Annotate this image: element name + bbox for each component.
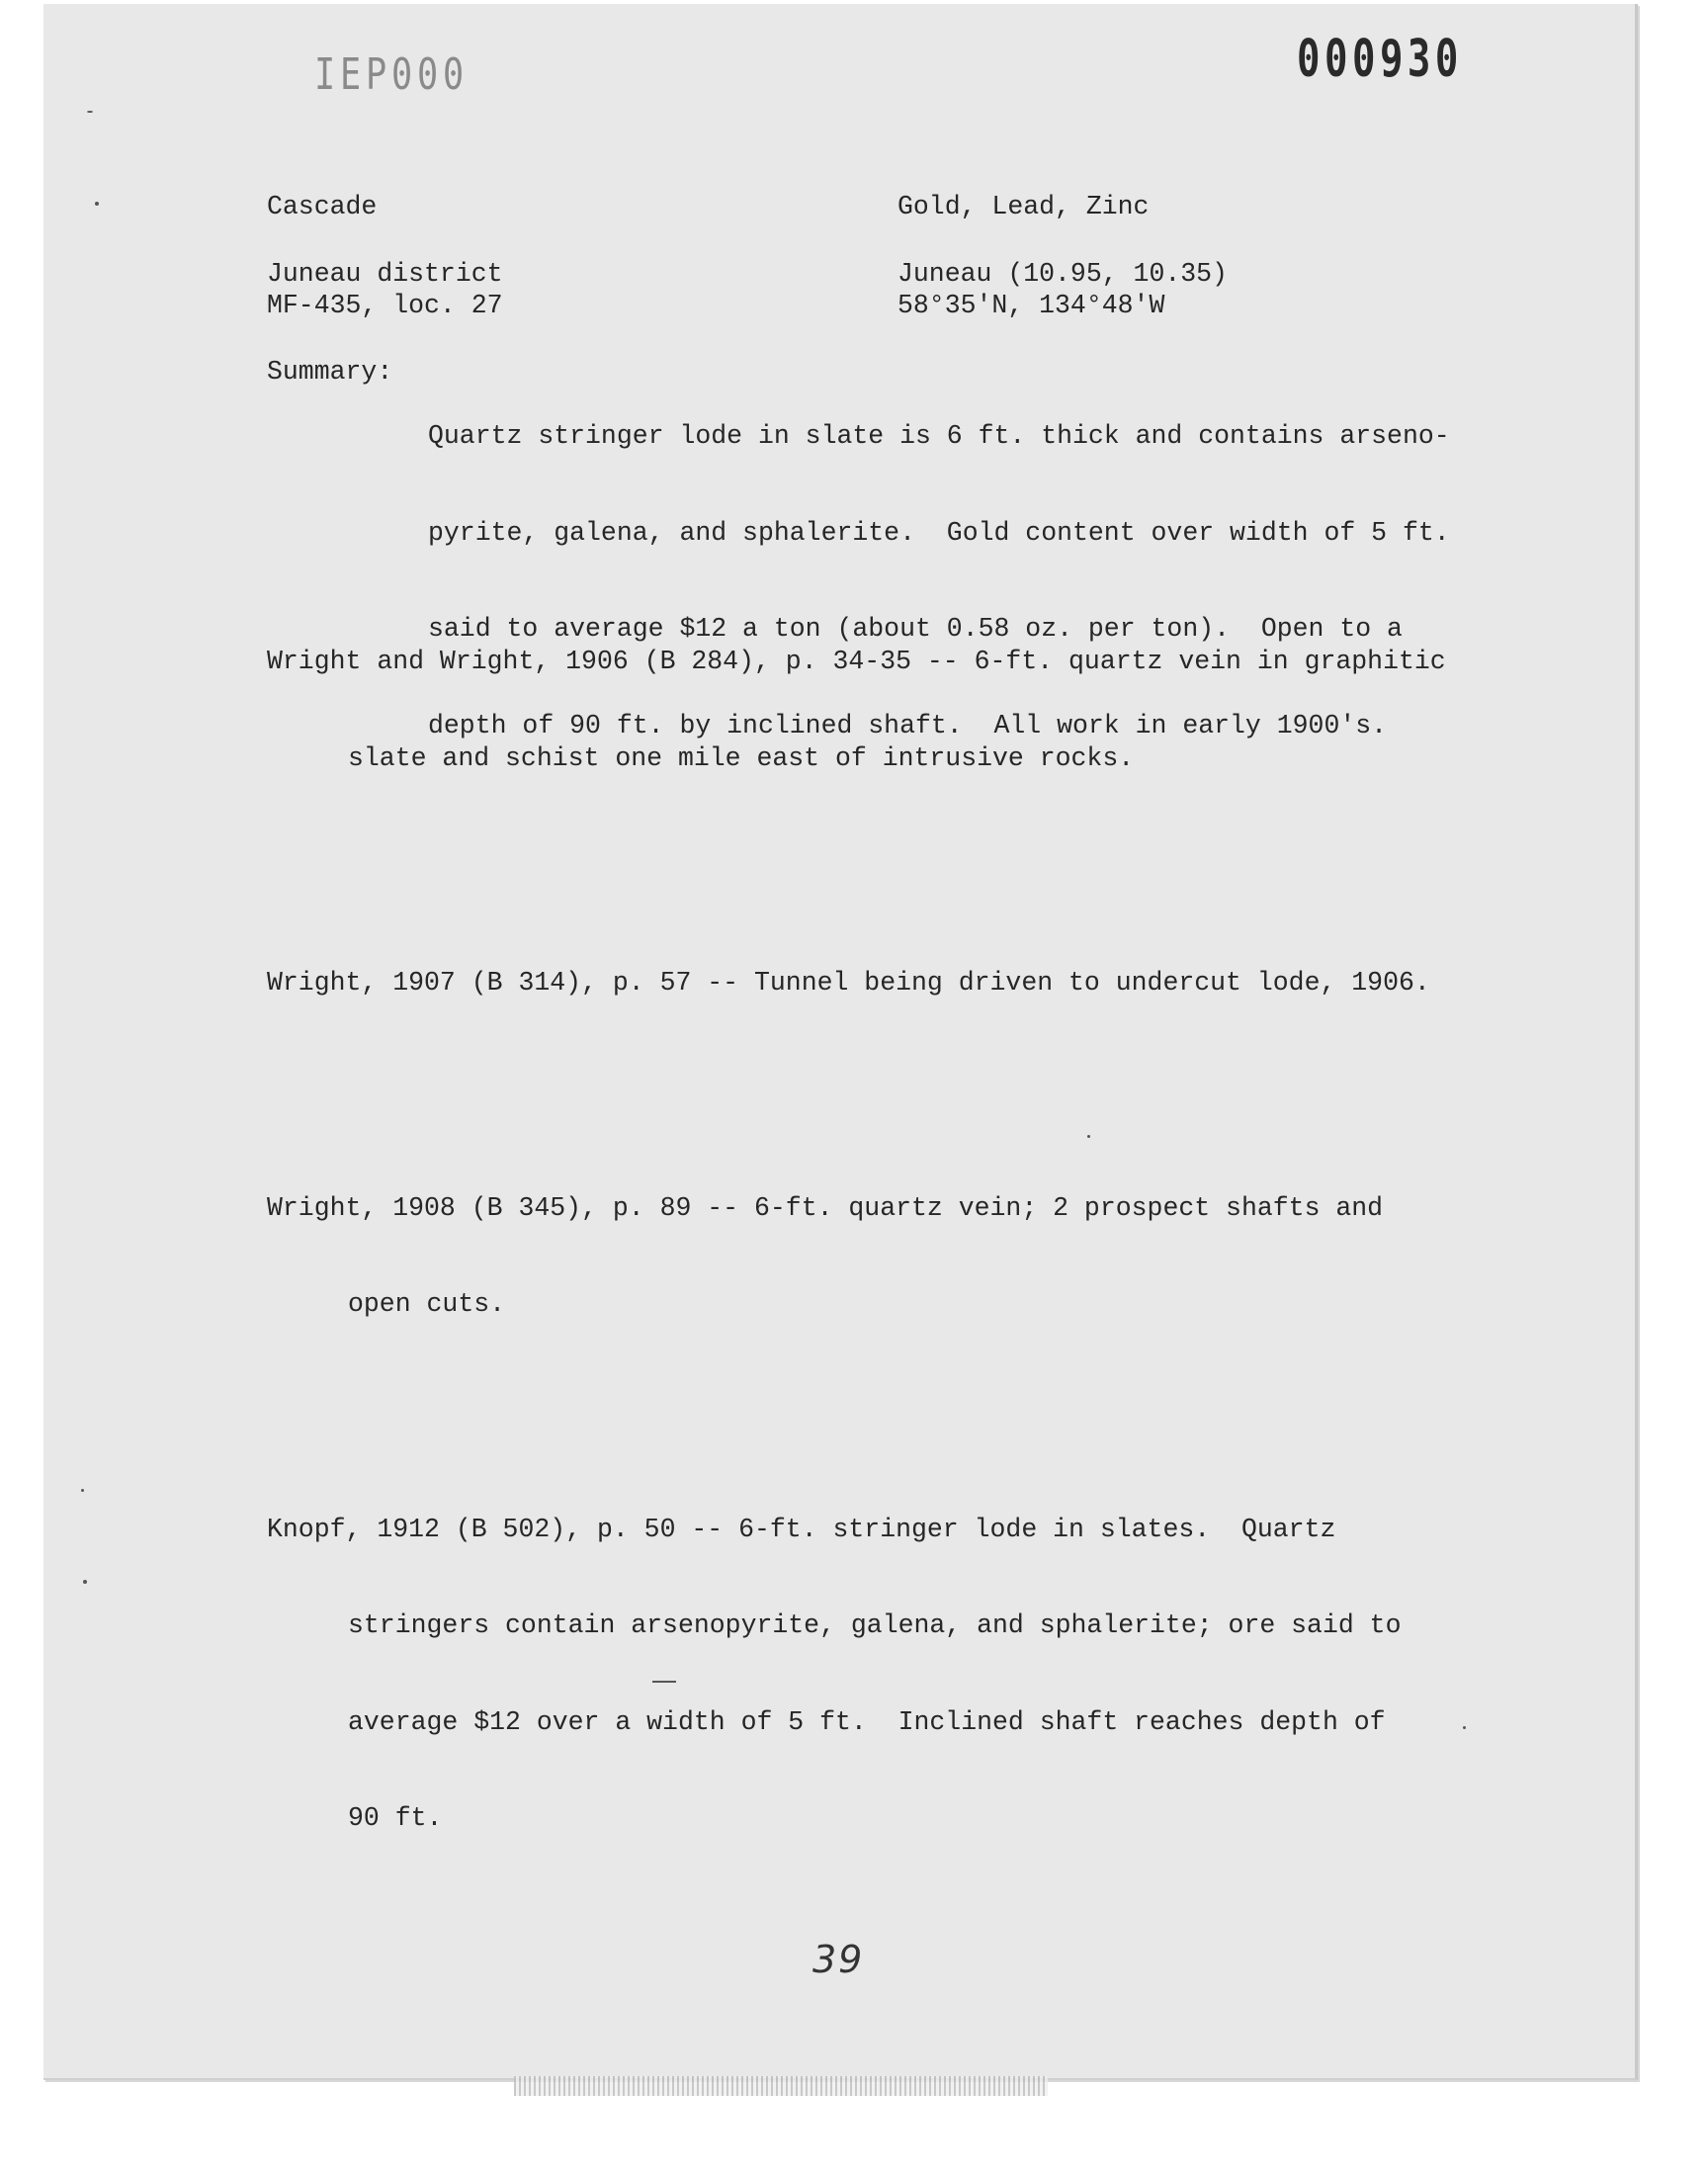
scan-artifact-bar — [514, 2076, 1048, 2096]
summary-line: pyrite, galena, and sphalerite. Gold content over width of 5 ft. — [428, 517, 1450, 548]
reference-continuation: open cuts. — [348, 1289, 506, 1319]
scan-speck — [83, 1580, 87, 1584]
commodities: Gold, Lead, Zinc — [897, 192, 1150, 221]
stamp-right: 000930 — [1297, 30, 1463, 89]
district: Juneau district — [267, 259, 503, 289]
reference-entry — [267, 903, 1446, 1064]
scan-speck — [87, 111, 93, 113]
scan-mark — [652, 1681, 676, 1683]
reference-entry — [267, 1449, 1446, 1899]
summary-label: Summary: — [267, 357, 393, 387]
scan-speck — [81, 1489, 84, 1492]
page-number: 39 — [812, 1938, 865, 1981]
reference-continuation: slate and schist one mile east of intrusive rocks. — [348, 742, 1135, 773]
stamp-left: IEP000 — [314, 49, 469, 100]
summary-line: Quartz stringer lode in slate is 6 ft. thick and contains arseno- — [428, 421, 1450, 451]
summary-line: said to average $12 a ton (about 0.58 oz. per ton). Open to a — [428, 614, 1403, 644]
reference-continuation: 90 ft. — [348, 1803, 443, 1833]
reference-entry — [267, 1128, 1446, 1385]
reference-line: Knopf, 1912 (B 502), p. 50 -- 6-ft. stringer lode in slates. Quartz — [267, 1514, 1336, 1544]
coordinates: 58°35'N, 134°48'W — [897, 291, 1165, 320]
quadrangle: Juneau (10.95, 10.35) — [897, 259, 1228, 289]
reference-line: Wright, 1908 (B 345), p. 89 -- 6-ft. quartz vein; 2 prospect shafts and — [267, 1192, 1384, 1223]
references-list — [267, 517, 1446, 1931]
reference-continuation: average $12 over a width of 5 ft. Inclined shaft reaches depth of — [348, 1706, 1386, 1737]
reference-continuation: stringers contain arsenopyrite, galena, and sphalerite; ore said to — [348, 1610, 1402, 1640]
deposit-name: Cascade — [267, 192, 378, 221]
scan-speck — [1463, 1726, 1466, 1729]
summary-line: depth of 90 ft. by inclined shaft. All work in early 1900's. — [428, 710, 1388, 740]
reference-line: Wright and Wright, 1906 (B 284), p. 34-35 -- 6-ft. quartz vein in graphitic — [267, 647, 1446, 676]
map-reference: MF-435, loc. 27 — [267, 291, 503, 320]
scan-speck — [1087, 1135, 1090, 1138]
reference-entry — [267, 581, 1446, 838]
reference-line: Wright, 1907 (B 314), p. 57 -- Tunnel being driven to undercut lode, 1906. — [267, 968, 1430, 998]
scan-speck — [95, 202, 99, 206]
